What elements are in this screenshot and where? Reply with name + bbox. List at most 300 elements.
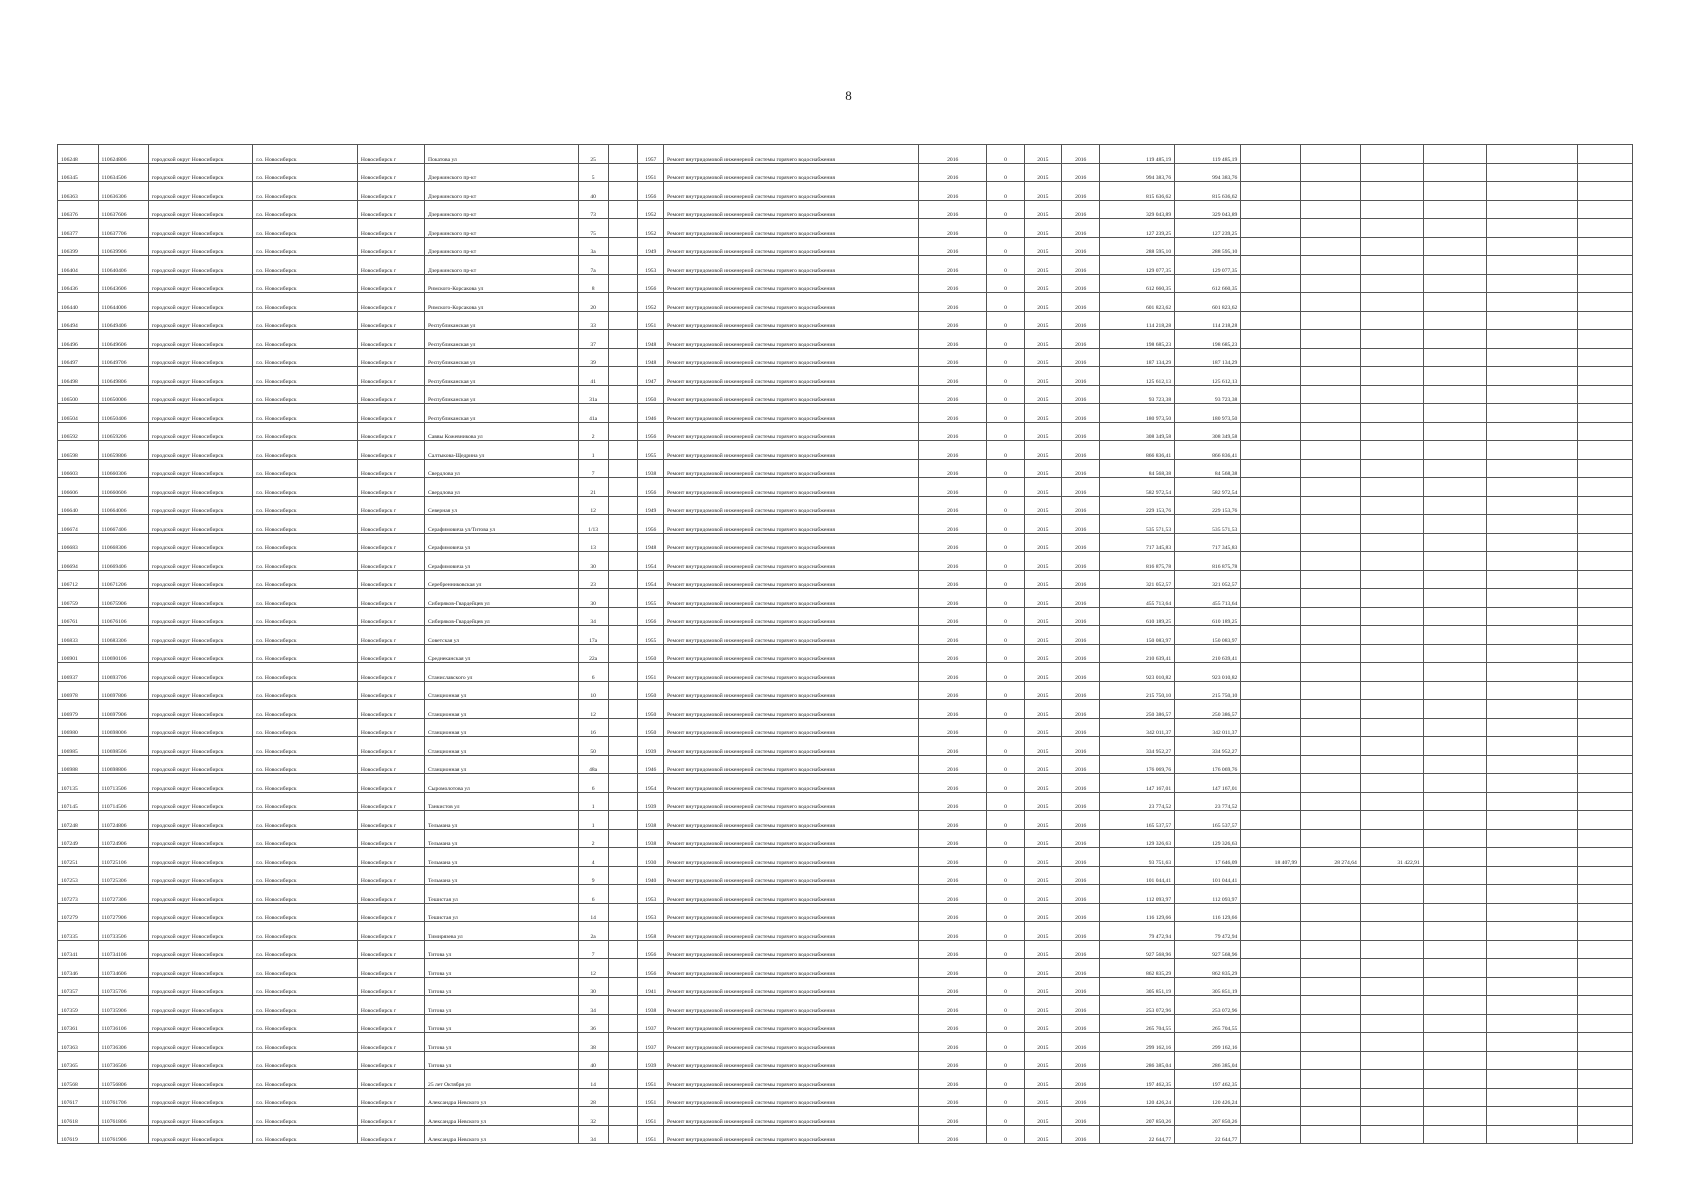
work-type-cell: Ремонт внутридомовой инженерной системы горячего водоснабжения: [664, 1051, 919, 1070]
cost-extra-3-cell: [1360, 792, 1423, 811]
cost-total-cell: 582 972,54: [1100, 478, 1175, 497]
city-name-cell: Новосибирск г: [357, 903, 424, 922]
work-type-cell: Ремонт внутридомовой инженерной системы горячего водоснабжения: [664, 237, 919, 256]
city-name-cell: Новосибирск г: [357, 330, 424, 349]
work-type-cell: Ремонт внутридомовой инженерной системы горячего водоснабжения: [664, 1125, 919, 1144]
end-year-cell: 2016: [1062, 200, 1100, 219]
city-name-cell: Новосибирск г: [357, 1107, 424, 1126]
cost-extra-3-cell: [1360, 274, 1423, 293]
street-name-cell: Тельмана ул: [425, 848, 579, 867]
building-cell: [608, 1014, 638, 1033]
cost-fund-cell: 815 636,62: [1175, 182, 1241, 201]
end-year-cell: 2016: [1062, 422, 1100, 441]
street-name-cell: Серебренниковская ул: [425, 570, 579, 589]
city-name-cell: Новосибирск г: [357, 940, 424, 959]
cost-extra-3-cell: [1360, 829, 1423, 848]
city-name-cell: Новосибирск г: [357, 515, 424, 534]
city-name-cell: Новосибирск г: [357, 829, 424, 848]
building-cell: [608, 441, 638, 460]
value-zero-cell: 0: [987, 792, 1024, 811]
building-cell: [608, 922, 638, 941]
municipality-cell: городской округ Новосибирск: [148, 237, 253, 256]
building-cell: [608, 792, 638, 811]
cost-fund-cell: 305 851,19: [1175, 977, 1241, 996]
record-id-cell: 107253: [58, 866, 99, 885]
work-type-cell: Ремонт внутридомовой инженерной системы горячего водоснабжения: [664, 700, 919, 719]
end-year-cell: 2016: [1062, 681, 1100, 700]
plan-year-cell: 2016: [919, 681, 987, 700]
building-cell: [608, 1033, 638, 1052]
cost-extra-3-cell: [1360, 663, 1423, 682]
settlement-name-cell: г.о. Новосибирск: [253, 182, 358, 201]
street-name-cell: Титова ул: [425, 996, 579, 1015]
cost-extra-5-cell: [1486, 940, 1578, 959]
municipality-cell: городской округ Новосибирск: [148, 163, 253, 182]
value-zero-cell: 0: [987, 274, 1024, 293]
cost-extra-5-cell: [1486, 200, 1578, 219]
year-built-cell: 1939: [638, 792, 664, 811]
record-id-cell: 106712: [58, 570, 99, 589]
cost-extra-4-cell: [1423, 866, 1486, 885]
cost-extra-1-cell: [1241, 718, 1301, 737]
work-type-cell: Ремонт внутридомовой инженерной системы горячего водоснабжения: [664, 385, 919, 404]
city-name-cell: Новосибирск г: [357, 459, 424, 478]
cost-extra-6-cell: [1578, 940, 1633, 959]
settlement-name-cell: г.о. Новосибирск: [253, 1051, 358, 1070]
cost-extra-4-cell: [1423, 533, 1486, 552]
record-id-cell: 106363: [58, 182, 99, 201]
value-zero-cell: 0: [987, 644, 1024, 663]
house-number-cell: 31а: [578, 385, 608, 404]
table-row: [58, 348, 1633, 367]
cost-extra-4-cell: [1423, 182, 1486, 201]
cost-total-cell: 147 167,01: [1100, 774, 1175, 793]
settlement-name-cell: г.о. Новосибирск: [253, 200, 358, 219]
street-name-cell: Серафимовича ул: [425, 552, 579, 571]
cost-extra-6-cell: [1578, 478, 1633, 497]
work-type-cell: Ремонт внутридомовой инженерной системы горячего водоснабжения: [664, 182, 919, 201]
house-number-cell: 6: [578, 774, 608, 793]
cost-extra-4-cell: [1423, 589, 1486, 608]
value-zero-cell: 0: [987, 311, 1024, 330]
cost-extra-2-cell: [1301, 959, 1361, 978]
house-code-cell: 110756806: [98, 1070, 148, 1089]
house-number-cell: 7: [578, 940, 608, 959]
cost-extra-3-cell: [1360, 700, 1423, 719]
cost-total-cell: 180 973,50: [1100, 404, 1175, 423]
plan-year-cell: 2016: [919, 1051, 987, 1070]
cost-total-cell: 229 153,76: [1100, 496, 1175, 515]
end-year-cell: 2016: [1062, 311, 1100, 330]
cost-fund-cell: 265 704,55: [1175, 1014, 1241, 1033]
cost-extra-1-cell: [1241, 977, 1301, 996]
year-built-cell: 1953: [638, 885, 664, 904]
settlement-name-cell: г.о. Новосибирск: [253, 829, 358, 848]
cost-total-cell: 862 835,29: [1100, 959, 1175, 978]
building-cell: [608, 663, 638, 682]
cost-extra-6-cell: [1578, 200, 1633, 219]
building-cell: [608, 385, 638, 404]
start-year-cell: 2015: [1024, 200, 1061, 219]
year-built-cell: 1948: [638, 533, 664, 552]
cost-total-cell: 165 537,57: [1100, 811, 1175, 830]
cost-extra-2-cell: [1301, 1033, 1361, 1052]
settlement-name-cell: г.о. Новосибирск: [253, 977, 358, 996]
table-row: [58, 959, 1633, 978]
street-name-cell: Титова ул: [425, 940, 579, 959]
value-zero-cell: 0: [987, 441, 1024, 460]
table-row: [58, 848, 1633, 867]
street-name-cell: 25 лет Октября ул: [425, 1070, 579, 1089]
house-code-cell: 110736106: [98, 1014, 148, 1033]
table-row: [58, 145, 1633, 164]
house-code-cell: 110736306: [98, 1033, 148, 1052]
record-id-cell: 106376: [58, 200, 99, 219]
settlement-name-cell: г.о. Новосибирск: [253, 237, 358, 256]
end-year-cell: 2016: [1062, 385, 1100, 404]
cost-total-cell: 250 386,57: [1100, 700, 1175, 719]
table-row: [58, 718, 1633, 737]
value-zero-cell: 0: [987, 552, 1024, 571]
cost-extra-5-cell: [1486, 311, 1578, 330]
year-built-cell: 1956: [638, 478, 664, 497]
cost-fund-cell: 187 134,29: [1175, 348, 1241, 367]
plan-year-cell: 2016: [919, 552, 987, 571]
end-year-cell: 2016: [1062, 940, 1100, 959]
end-year-cell: 2016: [1062, 1107, 1100, 1126]
cost-extra-6-cell: [1578, 811, 1633, 830]
work-type-cell: Ремонт внутридомовой инженерной системы горячего водоснабжения: [664, 792, 919, 811]
municipality-cell: городской округ Новосибирск: [148, 885, 253, 904]
end-year-cell: 2016: [1062, 829, 1100, 848]
value-zero-cell: 0: [987, 533, 1024, 552]
settlement-name-cell: г.о. Новосибирск: [253, 848, 358, 867]
street-name-cell: Республиканская ул: [425, 330, 579, 349]
cost-total-cell: 253 072,96: [1100, 996, 1175, 1015]
year-built-cell: 1951: [638, 311, 664, 330]
record-id-cell: 106436: [58, 274, 99, 293]
value-zero-cell: 0: [987, 1070, 1024, 1089]
municipality-cell: городской округ Новосибирск: [148, 681, 253, 700]
settlement-name-cell: г.о. Новосибирск: [253, 589, 358, 608]
cost-extra-3-cell: [1360, 459, 1423, 478]
settlement-name-cell: г.о. Новосибирск: [253, 367, 358, 386]
plan-year-cell: 2016: [919, 478, 987, 497]
work-type-cell: Ремонт внутридомовой инженерной системы горячего водоснабжения: [664, 441, 919, 460]
cost-extra-1-cell: [1241, 330, 1301, 349]
start-year-cell: 2015: [1024, 829, 1061, 848]
cost-extra-1-cell: [1241, 1033, 1301, 1052]
table-row: [58, 441, 1633, 460]
city-name-cell: Новосибирск г: [357, 681, 424, 700]
end-year-cell: 2016: [1062, 478, 1100, 497]
cost-extra-2-cell: [1301, 570, 1361, 589]
cost-fund-cell: 927 568,96: [1175, 940, 1241, 959]
cost-extra-2-cell: [1301, 1088, 1361, 1107]
cost-extra-5-cell: [1486, 626, 1578, 645]
municipality-cell: городской округ Новосибирск: [148, 811, 253, 830]
city-name-cell: Новосибирск г: [357, 848, 424, 867]
house-code-cell: 110649806: [98, 367, 148, 386]
work-type-cell: Ремонт внутридомовой инженерной системы горячего водоснабжения: [664, 811, 919, 830]
cost-extra-2-cell: [1301, 496, 1361, 515]
cost-extra-1-cell: [1241, 940, 1301, 959]
municipality-cell: городской округ Новосибирск: [148, 552, 253, 571]
street-name-cell: Свердлова ул: [425, 478, 579, 497]
start-year-cell: 2015: [1024, 552, 1061, 571]
cost-extra-3-cell: [1360, 404, 1423, 423]
cost-extra-3-cell: [1360, 977, 1423, 996]
cost-extra-1-cell: [1241, 737, 1301, 756]
municipality-cell: городской округ Новосибирск: [148, 145, 253, 164]
work-type-cell: Ремонт внутридомовой инженерной системы горячего водоснабжения: [664, 256, 919, 275]
cost-extra-1-cell: [1241, 1088, 1301, 1107]
year-built-cell: 1955: [638, 626, 664, 645]
cost-extra-6-cell: [1578, 774, 1633, 793]
year-built-cell: 1955: [638, 589, 664, 608]
end-year-cell: 2016: [1062, 626, 1100, 645]
start-year-cell: 2015: [1024, 755, 1061, 774]
cost-extra-3-cell: [1360, 1033, 1423, 1052]
end-year-cell: 2016: [1062, 1051, 1100, 1070]
municipality-cell: городской округ Новосибирск: [148, 441, 253, 460]
cost-extra-6-cell: [1578, 237, 1633, 256]
record-id-cell: 106377: [58, 219, 99, 238]
house-number-cell: 30: [578, 589, 608, 608]
cost-extra-4-cell: [1423, 404, 1486, 423]
building-cell: [608, 866, 638, 885]
cost-total-cell: 342 011,37: [1100, 718, 1175, 737]
building-cell: [608, 200, 638, 219]
house-number-cell: 41а: [578, 404, 608, 423]
cost-extra-4-cell: [1423, 552, 1486, 571]
cost-extra-4-cell: [1423, 219, 1486, 238]
settlement-name-cell: г.о. Новосибирск: [253, 496, 358, 515]
house-code-cell: 110664006: [98, 496, 148, 515]
settlement-name-cell: г.о. Новосибирск: [253, 256, 358, 275]
cost-extra-6-cell: [1578, 755, 1633, 774]
city-name-cell: Новосибирск г: [357, 570, 424, 589]
cost-extra-5-cell: [1486, 570, 1578, 589]
plan-year-cell: 2016: [919, 570, 987, 589]
work-type-cell: Ремонт внутридомовой инженерной системы горячего водоснабжения: [664, 1033, 919, 1052]
cost-extra-3-cell: [1360, 959, 1423, 978]
end-year-cell: 2016: [1062, 589, 1100, 608]
record-id-cell: 106640: [58, 496, 99, 515]
cost-extra-6-cell: [1578, 959, 1633, 978]
record-id-cell: 107279: [58, 903, 99, 922]
cost-extra-5-cell: [1486, 496, 1578, 515]
work-type-cell: Ремонт внутридомовой инженерной системы горячего водоснабжения: [664, 959, 919, 978]
cost-extra-1-cell: [1241, 274, 1301, 293]
street-name-cell: Станционная ул: [425, 737, 579, 756]
cost-fund-cell: 207 850,26: [1175, 1107, 1241, 1126]
settlement-name-cell: г.о. Новосибирск: [253, 163, 358, 182]
cost-fund-cell: 119 485,19: [1175, 145, 1241, 164]
city-name-cell: Новосибирск г: [357, 219, 424, 238]
cost-extra-2-cell: [1301, 1107, 1361, 1126]
start-year-cell: 2015: [1024, 422, 1061, 441]
cost-extra-3-cell: [1360, 866, 1423, 885]
house-code-cell: 110713506: [98, 774, 148, 793]
cost-extra-6-cell: [1578, 589, 1633, 608]
city-name-cell: Новосибирск г: [357, 700, 424, 719]
city-name-cell: Новосибирск г: [357, 1088, 424, 1107]
building-cell: [608, 1070, 638, 1089]
building-cell: [608, 552, 638, 571]
cost-extra-2-cell: [1301, 996, 1361, 1015]
plan-year-cell: 2016: [919, 367, 987, 386]
plan-year-cell: 2016: [919, 182, 987, 201]
value-zero-cell: 0: [987, 977, 1024, 996]
work-type-cell: Ремонт внутридомовой инженерной системы горячего водоснабжения: [664, 903, 919, 922]
street-name-cell: Республиканская ул: [425, 367, 579, 386]
value-zero-cell: 0: [987, 718, 1024, 737]
year-built-cell: 1938: [638, 829, 664, 848]
plan-year-cell: 2016: [919, 1125, 987, 1144]
cost-extra-1-cell: [1241, 866, 1301, 885]
value-zero-cell: 0: [987, 922, 1024, 941]
year-built-cell: 1955: [638, 441, 664, 460]
table-row: [58, 385, 1633, 404]
settlement-name-cell: г.о. Новосибирск: [253, 219, 358, 238]
building-cell: [608, 237, 638, 256]
municipality-cell: городской округ Новосибирск: [148, 570, 253, 589]
table-row: [58, 459, 1633, 478]
cost-extra-4-cell: [1423, 515, 1486, 534]
building-cell: [608, 996, 638, 1015]
cost-extra-2-cell: [1301, 977, 1361, 996]
cost-extra-3-cell: [1360, 644, 1423, 663]
cost-extra-3-cell: [1360, 163, 1423, 182]
settlement-name-cell: г.о. Новосибирск: [253, 792, 358, 811]
cost-extra-4-cell: [1423, 570, 1486, 589]
street-name-cell: Сибиряков-Гвардейцев ул: [425, 607, 579, 626]
year-built-cell: 1951: [638, 1125, 664, 1144]
house-number-cell: 10: [578, 681, 608, 700]
work-type-cell: Ремонт внутридомовой инженерной системы горячего водоснабжения: [664, 996, 919, 1015]
plan-year-cell: 2016: [919, 459, 987, 478]
cost-extra-4-cell: [1423, 459, 1486, 478]
cost-extra-1-cell: [1241, 700, 1301, 719]
municipality-cell: городской округ Новосибирск: [148, 866, 253, 885]
cost-extra-6-cell: [1578, 903, 1633, 922]
start-year-cell: 2015: [1024, 570, 1061, 589]
building-cell: [608, 607, 638, 626]
city-name-cell: Новосибирск г: [357, 663, 424, 682]
year-built-cell: 1952: [638, 293, 664, 312]
cost-fund-cell: 210 639,41: [1175, 644, 1241, 663]
cost-extra-1-cell: [1241, 885, 1301, 904]
value-zero-cell: 0: [987, 1051, 1024, 1070]
year-built-cell: 1956: [638, 607, 664, 626]
cost-fund-cell: 114 218,28: [1175, 311, 1241, 330]
street-name-cell: Свердлова ул: [425, 459, 579, 478]
cost-total-cell: 22 644,77: [1100, 1125, 1175, 1144]
plan-year-cell: 2016: [919, 829, 987, 848]
house-number-cell: 2: [578, 829, 608, 848]
cost-extra-3-cell: [1360, 996, 1423, 1015]
settlement-name-cell: г.о. Новосибирск: [253, 1014, 358, 1033]
cost-extra-3-cell: [1360, 533, 1423, 552]
building-cell: [608, 496, 638, 515]
end-year-cell: 2016: [1062, 718, 1100, 737]
cost-extra-2-cell: [1301, 552, 1361, 571]
cost-extra-6-cell: [1578, 330, 1633, 349]
cost-extra-1-cell: [1241, 293, 1301, 312]
cost-extra-3-cell: [1360, 718, 1423, 737]
end-year-cell: 2016: [1062, 552, 1100, 571]
end-year-cell: 2016: [1062, 515, 1100, 534]
cost-extra-2-cell: [1301, 626, 1361, 645]
cost-extra-6-cell: [1578, 1088, 1633, 1107]
work-type-cell: Ремонт внутридомовой инженерной системы горячего водоснабжения: [664, 311, 919, 330]
cost-extra-6-cell: [1578, 182, 1633, 201]
street-name-cell: Саввы Кожевникова ул: [425, 422, 579, 441]
settlement-name-cell: г.о. Новосибирск: [253, 441, 358, 460]
year-built-cell: 1951: [638, 1088, 664, 1107]
cost-extra-1-cell: [1241, 681, 1301, 700]
value-zero-cell: 0: [987, 182, 1024, 201]
cost-fund-cell: 286 385,04: [1175, 1051, 1241, 1070]
house-number-cell: 16: [578, 718, 608, 737]
cost-fund-cell: 612 660,35: [1175, 274, 1241, 293]
cost-extra-3-cell: [1360, 774, 1423, 793]
city-name-cell: Новосибирск г: [357, 1125, 424, 1144]
city-name-cell: Новосибирск г: [357, 533, 424, 552]
settlement-name-cell: г.о. Новосибирск: [253, 737, 358, 756]
work-type-cell: Ремонт внутридомовой инженерной системы горячего водоснабжения: [664, 348, 919, 367]
value-zero-cell: 0: [987, 348, 1024, 367]
city-name-cell: Новосибирск г: [357, 977, 424, 996]
record-id-cell: 106759: [58, 589, 99, 608]
cost-fund-cell: 329 043,89: [1175, 200, 1241, 219]
cost-extra-3-cell: [1360, 1125, 1423, 1144]
end-year-cell: 2016: [1062, 1125, 1100, 1144]
cost-extra-6-cell: [1578, 737, 1633, 756]
year-built-cell: 1950: [638, 718, 664, 737]
house-code-cell: 110698506: [98, 737, 148, 756]
start-year-cell: 2015: [1024, 811, 1061, 830]
city-name-cell: Новосибирск г: [357, 163, 424, 182]
cost-extra-6-cell: [1578, 1014, 1633, 1033]
table-row: [58, 589, 1633, 608]
end-year-cell: 2016: [1062, 367, 1100, 386]
start-year-cell: 2015: [1024, 607, 1061, 626]
table-row: [58, 570, 1633, 589]
start-year-cell: 2015: [1024, 940, 1061, 959]
value-zero-cell: 0: [987, 1014, 1024, 1033]
year-built-cell: 1950: [638, 385, 664, 404]
cost-extra-3-cell: [1360, 422, 1423, 441]
municipality-cell: городской округ Новосибирск: [148, 348, 253, 367]
cost-extra-1-cell: [1241, 182, 1301, 201]
cost-fund-cell: 176 069,76: [1175, 755, 1241, 774]
street-name-cell: Дзержинского пр-кт: [425, 163, 579, 182]
plan-year-cell: 2016: [919, 1014, 987, 1033]
year-built-cell: 1957: [638, 145, 664, 164]
plan-year-cell: 2016: [919, 792, 987, 811]
building-cell: [608, 940, 638, 959]
record-id-cell: 106978: [58, 681, 99, 700]
cost-extra-2-cell: [1301, 885, 1361, 904]
table-row: [58, 552, 1633, 571]
cost-extra-2-cell: [1301, 515, 1361, 534]
municipality-cell: городской округ Новосибирск: [148, 626, 253, 645]
house-code-cell: 110636306: [98, 182, 148, 201]
work-type-cell: Ремонт внутридомовой инженерной системы горячего водоснабжения: [664, 848, 919, 867]
cost-extra-6-cell: [1578, 533, 1633, 552]
